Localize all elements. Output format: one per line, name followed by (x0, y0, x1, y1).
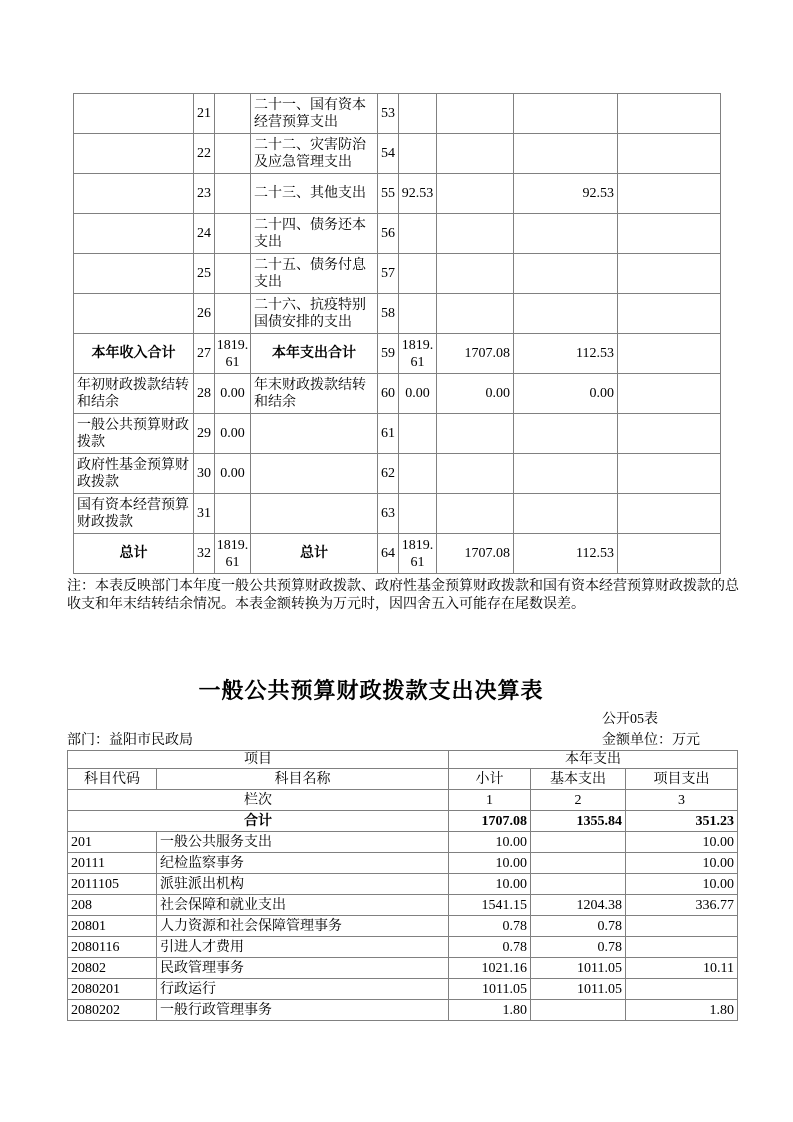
table-cell: 0.00 (215, 414, 251, 454)
table-cell (514, 494, 618, 534)
table-cell (514, 454, 618, 494)
table-cell: 行政运行 (157, 979, 449, 1000)
table-cell: 28 (194, 374, 215, 414)
header-subtotal: 小计 (449, 769, 531, 790)
column-index-label: 栏次 (68, 790, 449, 811)
table-cell (74, 294, 194, 334)
table-cell (399, 494, 437, 534)
table-cell: 人力资源和社会保障管理事务 (157, 916, 449, 937)
table-cell (215, 214, 251, 254)
table-row (74, 374, 721, 414)
table-cell: 53 (378, 94, 399, 134)
table-cell (74, 254, 194, 294)
table-cell (618, 374, 721, 414)
column-index-2: 2 (531, 790, 626, 811)
table-cell: 336.77 (626, 895, 738, 916)
table-row (74, 214, 721, 254)
table-cell: 57 (378, 254, 399, 294)
page-title: 一般公共预算财政拨款支出决算表 (198, 678, 544, 703)
table-row (74, 254, 721, 294)
table-cell: 一般公共服务支出 (157, 832, 449, 853)
table-cell: 0.78 (531, 937, 626, 958)
header-subject-name: 科目名称 (157, 769, 449, 790)
column-index-row (68, 790, 738, 811)
table-cell: 29 (194, 414, 215, 454)
table-cell (215, 294, 251, 334)
table-cell: 27 (194, 334, 215, 374)
table-cell (251, 454, 378, 494)
table-cell (618, 294, 721, 334)
table-cell: 0.00 (215, 374, 251, 414)
table-cell (618, 134, 721, 174)
table-row (74, 454, 721, 494)
table-cell: 92.53 (514, 174, 618, 214)
header-current-year-expenditure: 本年支出 (449, 751, 738, 769)
total-subtotal-value: 1707.08 (449, 811, 531, 832)
table-cell: 61 (378, 414, 399, 454)
table-cell: 2080201 (68, 979, 157, 1000)
table-cell (74, 94, 194, 134)
table-row (68, 895, 738, 916)
table-cell (437, 174, 514, 214)
table-cell (514, 294, 618, 334)
table-cell: 2080202 (68, 1000, 157, 1021)
budget-summary-table (73, 93, 721, 574)
table-cell: 31 (194, 494, 215, 534)
department-label: 部门：益阳市民政局 (67, 733, 193, 748)
table-row (68, 916, 738, 937)
table-cell: 56 (378, 214, 399, 254)
table-cell (399, 94, 437, 134)
table-cell: 年初财政拨款结转和结余 (74, 374, 194, 414)
table-cell: 112.53 (514, 334, 618, 374)
header-subject-code: 科目代码 (68, 769, 157, 790)
table-cell (618, 454, 721, 494)
amount-unit-label: 金额单位：万元 (602, 733, 700, 748)
table-cell (251, 494, 378, 534)
table-header-row (68, 769, 738, 790)
table-cell: 26 (194, 294, 215, 334)
table-cell: 64 (378, 534, 399, 574)
table-cell: 10.00 (626, 832, 738, 853)
table-cell: 20111 (68, 853, 157, 874)
table-cell (399, 294, 437, 334)
table-header-row (68, 751, 738, 769)
table-cell (215, 254, 251, 294)
table-cell: 0.00 (399, 374, 437, 414)
table-cell: 总计 (251, 534, 378, 574)
table-cell: 63 (378, 494, 399, 534)
table-cell (251, 414, 378, 454)
table-row (74, 414, 721, 454)
table-cell (531, 853, 626, 874)
table-cell (437, 454, 514, 494)
table-cell: 58 (378, 294, 399, 334)
table-cell: 201 (68, 832, 157, 853)
table-cell (618, 94, 721, 134)
table-cell: 25 (194, 254, 215, 294)
table-cell: 政府性基金预算财政拨款 (74, 454, 194, 494)
table-row (74, 334, 721, 374)
table-cell: 0.00 (514, 374, 618, 414)
table-cell (215, 94, 251, 134)
table-cell: 年末财政拨款结转和结余 (251, 374, 378, 414)
header-item: 项目 (68, 751, 449, 769)
total-project-value: 351.23 (626, 811, 738, 832)
table-cell (531, 874, 626, 895)
table-cell (399, 214, 437, 254)
total-basic-value: 1355.84 (531, 811, 626, 832)
table-cell (618, 334, 721, 374)
table-cell: 23 (194, 174, 215, 214)
table-cell: 21 (194, 94, 215, 134)
table-cell: 59 (378, 334, 399, 374)
table-cell (626, 979, 738, 1000)
table-cell (437, 254, 514, 294)
table-cell (514, 254, 618, 294)
table-cell: 二十一、国有资本经营预算支出 (251, 94, 378, 134)
table-cell (399, 134, 437, 174)
table-cell: 纪检监察事务 (157, 853, 449, 874)
table-cell: 10.00 (449, 853, 531, 874)
table-cell: 1.80 (449, 1000, 531, 1021)
table-cell: 本年收入合计 (74, 334, 194, 374)
table-cell: 1707.08 (437, 534, 514, 574)
table-cell: 引进人才费用 (157, 937, 449, 958)
table-cell: 0.78 (449, 916, 531, 937)
table-cell: 二十三、其他支出 (251, 174, 378, 214)
table-cell: 国有资本经营预算财政拨款 (74, 494, 194, 534)
table-cell (514, 94, 618, 134)
table-row (74, 494, 721, 534)
table-code-label: 公开05表 (602, 712, 658, 727)
table-cell: 社会保障和就业支出 (157, 895, 449, 916)
table-cell (437, 214, 514, 254)
table-cell (626, 937, 738, 958)
table-cell: 24 (194, 214, 215, 254)
header-basic-expenditure: 基本支出 (531, 769, 626, 790)
table-cell: 208 (68, 895, 157, 916)
column-index-1: 1 (449, 790, 531, 811)
table-cell: 0.78 (531, 916, 626, 937)
table-cell: 10.11 (626, 958, 738, 979)
table-cell: 10.00 (449, 832, 531, 853)
table-cell (618, 214, 721, 254)
table-cell: 2080116 (68, 937, 157, 958)
table-cell (618, 254, 721, 294)
table-cell (514, 414, 618, 454)
table-cell (437, 414, 514, 454)
table-cell: 20801 (68, 916, 157, 937)
table-cell (618, 494, 721, 534)
table-cell: 10.00 (449, 874, 531, 895)
table-cell (514, 214, 618, 254)
table-cell: 民政管理事务 (157, 958, 449, 979)
table-cell: 1021.16 (449, 958, 531, 979)
table-cell: 55 (378, 174, 399, 214)
table-cell: 0.78 (449, 937, 531, 958)
table-cell: 派驻派出机构 (157, 874, 449, 895)
header-project-expenditure: 项目支出 (626, 769, 738, 790)
table-cell (399, 454, 437, 494)
table-row (74, 134, 721, 174)
table-cell: 二十六、抗疫特别国债安排的支出 (251, 294, 378, 334)
table-cell (618, 414, 721, 454)
table-row (68, 937, 738, 958)
table-cell: 1011.05 (449, 979, 531, 1000)
table-cell (215, 134, 251, 174)
table-cell (514, 134, 618, 174)
table-cell (399, 414, 437, 454)
table-row (74, 94, 721, 134)
table-cell: 30 (194, 454, 215, 494)
table-cell (618, 534, 721, 574)
table-row (74, 294, 721, 334)
table-cell: 总计 (74, 534, 194, 574)
column-index-3: 3 (626, 790, 738, 811)
table-row (68, 853, 738, 874)
table-cell: 0.00 (437, 374, 514, 414)
table-cell (399, 254, 437, 294)
table-row (68, 832, 738, 853)
table-cell: 10.00 (626, 874, 738, 895)
table-row (68, 874, 738, 895)
table-cell (74, 214, 194, 254)
table-cell: 54 (378, 134, 399, 174)
table-cell: 20802 (68, 958, 157, 979)
table-cell: 22 (194, 134, 215, 174)
total-row (68, 811, 738, 832)
table-cell: 1819.61 (399, 334, 437, 374)
table-cell: 1.80 (626, 1000, 738, 1021)
table-cell: 一般行政管理事务 (157, 1000, 449, 1021)
table-row (74, 174, 721, 214)
table-row (68, 979, 738, 1000)
table-cell: 1541.15 (449, 895, 531, 916)
table-cell: 10.00 (626, 853, 738, 874)
table-cell: 0.00 (215, 454, 251, 494)
table-cell: 二十二、灾害防治及应急管理支出 (251, 134, 378, 174)
table-cell: 一般公共预算财政拨款 (74, 414, 194, 454)
table-cell: 1819.61 (215, 334, 251, 374)
table-cell: 1819.61 (215, 534, 251, 574)
table-cell (618, 174, 721, 214)
table-cell: 1011.05 (531, 979, 626, 1000)
table-cell: 2011105 (68, 874, 157, 895)
table-cell (215, 174, 251, 214)
table-cell (74, 174, 194, 214)
table-row (68, 958, 738, 979)
table-row (68, 1000, 738, 1021)
table-cell: 1819.61 (399, 534, 437, 574)
table-cell: 112.53 (514, 534, 618, 574)
table-cell (437, 294, 514, 334)
table-cell (437, 134, 514, 174)
total-label: 合计 (68, 811, 449, 832)
table-cell: 本年支出合计 (251, 334, 378, 374)
table-cell: 1011.05 (531, 958, 626, 979)
table-cell (74, 134, 194, 174)
table-note: 注：本表反映部门本年度一般公共预算财政拨款、政府性基金预算财政拨款和国有资本经营预算财政拨款的总收支和年末结转结余情况。本表金额转换为万元时，因四舍五入可能存在尾数误差。 (67, 579, 739, 612)
table-row (74, 534, 721, 574)
table-cell: 1707.08 (437, 334, 514, 374)
expenditure-detail-table (67, 750, 738, 1021)
table-cell: 32 (194, 534, 215, 574)
table-cell (531, 832, 626, 853)
table-cell (437, 494, 514, 534)
table-cell (626, 916, 738, 937)
table-cell (215, 494, 251, 534)
table-cell: 60 (378, 374, 399, 414)
table-cell: 二十四、债务还本支出 (251, 214, 378, 254)
table-cell (531, 1000, 626, 1021)
table-cell (437, 94, 514, 134)
table-cell: 二十五、债务付息支出 (251, 254, 378, 294)
table-cell: 92.53 (399, 174, 437, 214)
table-cell: 1204.38 (531, 895, 626, 916)
table-cell: 62 (378, 454, 399, 494)
